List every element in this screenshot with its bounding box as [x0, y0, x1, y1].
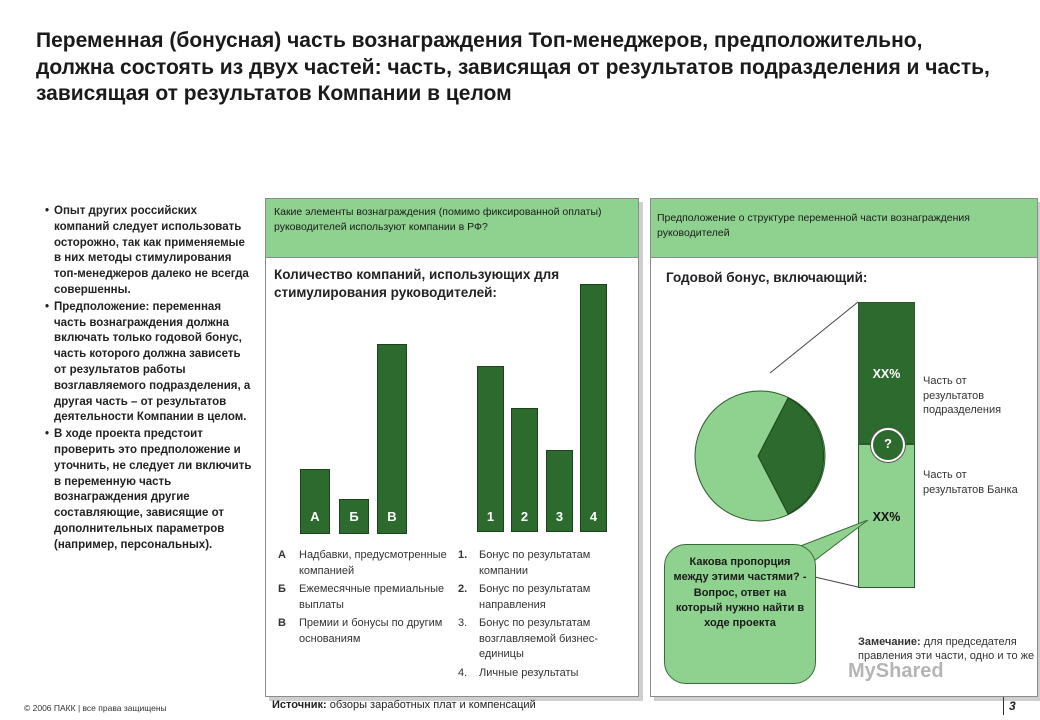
left-notes: [40, 204, 252, 555]
bar-a: [300, 469, 330, 534]
legend-item: 1. Бонус по результатам компании: [458, 549, 591, 577]
middle-panel-header: Какие элементы вознаграждения (помимо фиксированной оплаты) руководителей используют компании в РФ?: [266, 199, 638, 258]
top-percent: XX%: [872, 367, 901, 381]
question-callout: Какова пропорция между этими частями? - Вопрос, ответ на который нужно найти в ходе проекта: [664, 544, 816, 684]
legend-item: В Премии и бонусы по другим основаниям: [278, 617, 443, 645]
bar-1: [477, 366, 504, 532]
page-number: 3: [1009, 699, 1016, 713]
source-footer: Источник: обзоры заработных плат и компенсаций: [272, 699, 536, 711]
copyright: © 2006 ПАКК | все права защищены: [24, 703, 167, 713]
legend-item: 4. Личные результаты: [458, 666, 579, 679]
bar-4-label: 4: [589, 509, 598, 524]
note-bullet-2: • Предположение: переменная часть вознаграждения должна включать только годовой бонус, часть которого должна зависеть от результатов работы возглавляемого подразделения, а другая часть – от результатов деятельности Компании в целом.: [40, 300, 252, 426]
bar-b-label: Б: [349, 509, 359, 524]
watermark: MyShared: [848, 660, 944, 682]
note-bullet-1: • Опыт других российских компаний следует использовать осторожно, так как применяемые в них методы стимулирования топ-менеджеров далеко не всегда совершенны.: [40, 204, 252, 299]
page-divider: [1003, 697, 1004, 715]
remark-note: Замечание: для председателя правления эти части, одно и то же: [858, 636, 1035, 662]
bar-3-label: 3: [555, 509, 564, 524]
question-badge: ?: [871, 428, 905, 462]
legend-item: А Надбавки, предусмотренные компанией: [278, 549, 447, 577]
bottom-part-label: Часть от результатов Банка: [923, 469, 1018, 496]
note-bullet-3: • В ходе проекта предстоит проверить это предположение и уточнить, не следует ли включить в переменную часть вознаграждения другие составляющие, зависящие от дополнительных параметров (например, персональных).: [40, 427, 252, 553]
bar-4: [580, 284, 607, 532]
legend-item: 2. Бонус по результатам направления: [458, 583, 591, 611]
top-part-label: Часть от результатов подразделения: [923, 375, 1002, 416]
right-panel-subtitle: Годовой бонус, включающий:: [666, 270, 868, 285]
legend-item: 3. Бонус по результатам возглавляемой бизнес-единицы: [458, 617, 598, 660]
legend-item: Б Ежемесячные премиальные выплаты: [278, 583, 445, 611]
legend-left: [278, 548, 448, 650]
middle-panel-subtitle: Количество компаний, использующих для стимулирования руководителей:: [274, 267, 560, 300]
bar-2-label: 2: [520, 509, 529, 524]
bar-1-label: 1: [486, 509, 495, 524]
right-panel-header: Предположение о структуре переменной части вознаграждения руководителей: [651, 199, 1037, 258]
bar-v: [377, 344, 407, 534]
legend-right: [458, 548, 638, 684]
bar-a-label: А: [310, 509, 320, 524]
bar-v-label: В: [387, 509, 397, 524]
connector-top: [770, 302, 858, 373]
page-title: Переменная (бонусная) часть вознаграждения Топ-менеджеров, предположительно, должна состоять из двух частей: часть, зависящая от результатов подразделения и часть, зависящая от результатов Компании в целом: [36, 29, 990, 105]
bottom-percent: XX%: [872, 510, 901, 524]
